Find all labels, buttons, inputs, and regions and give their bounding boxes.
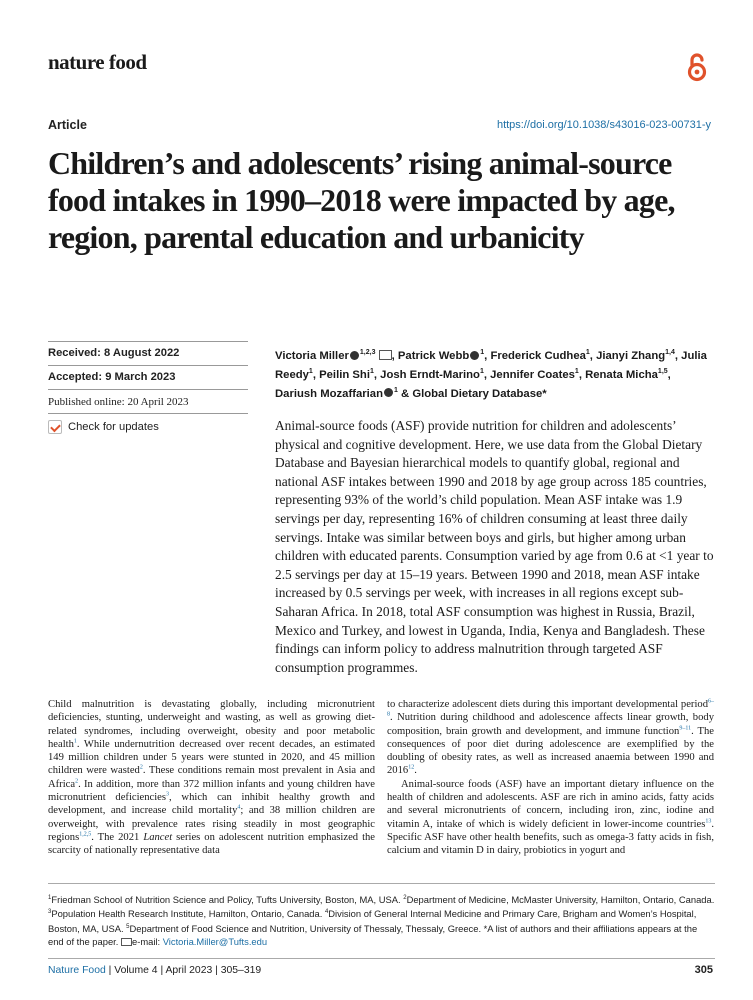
journal-footer (48, 965, 261, 976)
orcid-icon[interactable] (470, 351, 479, 360)
abstract: Animal-source foods (ASF) provide nutrition for children and adolescents’ physical and cognitive development. Here, we use data from the Global Dietary Database and Bayesian hierarchical models to quantify global, regional and national ASF intakes between 1990 and 2018 by age group across 185 countries, representing 93% of the world’s child population. Mean ASF intake was 1.9 servings per day, representing 16% of children consuming at least three daily servings. Intake was similar between boys and girls, but higher among urban children with educated parents. Consumption varied by age from 0.6 at <1 year to 2.5 servings per day at 15–19 years. Between 1990 and 2018, mean ASF intake increased by 0.5 servings per week, with increases in all regions except sub-Saharan Africa. In 2018, total ASF consumption was highest in Russia, Brazil, Mexico and Turkey, and lowest in Uganda, India, Kenya and Bangladesh. These findings can inform policy to address malnutrition through targeted ASF consumption programmes. (275, 418, 714, 675)
affiliation-marker: 1 (369, 367, 374, 375)
affiliation-marker: 1,2,3 (359, 349, 376, 356)
affiliation-marker: 1 (393, 386, 398, 394)
author-name[interactable]: Victoria Miller (275, 349, 349, 362)
check-updates-label: Check for updates (68, 421, 159, 433)
received-date: Received: 8 August 2022 (48, 347, 180, 359)
affiliation-number: 4 (324, 909, 329, 916)
affiliation-marker: 1 (479, 367, 484, 375)
affiliation-number: 1 (48, 895, 52, 901)
page-number: 305 (694, 964, 713, 976)
author-name[interactable]: Dariush Mozaffarian (275, 387, 383, 400)
meta-divider (48, 341, 248, 342)
email-envelope-icon (121, 938, 132, 946)
open-access-lock-icon (686, 52, 708, 82)
affiliation-marker: 1 (480, 349, 485, 356)
affiliation-marker: 1 (574, 367, 579, 375)
journal-footer-name[interactable]: Nature Food (48, 965, 106, 976)
affiliation-marker: 1 (585, 349, 590, 356)
reference-link[interactable]: 6–8 (387, 698, 714, 718)
accepted-date: Accepted: 9 March 2023 (48, 371, 176, 383)
check-for-updates-button[interactable] (48, 420, 159, 434)
email-envelope-icon[interactable] (379, 350, 392, 360)
affiliations-footnote: $^1$Friedman School of Nutrition Science and Policy, Tufts University, Boston, MA, USA. $^2$Department of Medicine, McMaster University, Hamilton, Ontario, Canada. $^3$Population Health Research Institute, Hamilton, Ontario, Canada. $^4$Division of General Internal Medicine and Primary Care, Brigham and Women’s Hospital, Boston, MA, USA. $^5$Department of Food Science and Nutrition, University of Thessaly, Thessaly, Greece. *A list of authors and their affiliations appears at the end of the paper. e-mail: Victoria.Miller@Tufts.edu (48, 894, 715, 947)
reference-link[interactable]: 1,2,5 (79, 831, 92, 838)
italic-title: Lancet (143, 831, 173, 843)
author-name[interactable]: Patrick Webb (397, 349, 470, 362)
body-column-right (387, 698, 714, 858)
check-updates-icon (48, 420, 62, 434)
body-paragraph: Child malnutrition is devastating globally, including micronutrient deficiencies, stunting, underweight and wasting, as well as growing diet-related syndromes, including overweight, obesity and poor metabolic health$^1$. While undernutrition decreased over recent decades, an estimated 149 million children under 5 years were stunted in 2020, and 45 million children were wasted$^2$. These conditions remain most prevalent in Asia and Africa$^2$. In addition, more than 372 million infants and young children have micronutrient deficiencies$^3$, which can inhibit healthy growth and development, and increase child mortality$^4$; and 38 million children are overweight, with prevalence rates rising steadily in most geographic regions$^{1,2,5}$. The 2021 Lancet series on adolescent nutrition emphasized the scarcity of nationally representative data (48, 699, 376, 857)
reference-link[interactable]: 9–11 (679, 725, 692, 732)
author-name[interactable]: Jianyi Zhang (596, 349, 666, 362)
reference-link[interactable]: 4 (237, 804, 241, 811)
article-title: Children’s and adolescents’ rising animal-source food intakes in 1990–2018 were impacted by age, region, parental education and urbanicity (48, 145, 675, 255)
reference-link[interactable]: 2 (139, 764, 143, 771)
body-paragraph: Animal-source foods (ASF) have an important dietary influence on the health of children and adolescents. ASF are rich in amino acids, fatty acids and several micronutrients of concern, including iron, zinc, iodine and vitamin A, intake of which is widely deficient in lower-income countries$^{13}$. Specific ASF have other health benefits, such as omega-3 fatty acids in fish, calcium and vitamin D in dairy, probiotics in yogurt and (387, 778, 714, 857)
reference-link[interactable]: 1 (73, 738, 77, 745)
meta-divider (48, 365, 248, 366)
body-column-left (48, 698, 375, 858)
meta-divider (48, 389, 248, 390)
article-type-label: Article (48, 118, 87, 132)
body-paragraph: to characterize adolescent diets during this important developmental period$^{6-8}$. Nutrition during childhood and adolescence affects linear growth, body composition, brain growth and development, and immune function$^{9-11}$. The consequences of poor diet during adolescence are exemplified by the doubling of obesity rates, as well as increased anaemia between 1990 and 2016$^{12}$. (387, 698, 715, 777)
doi-link[interactable]: https://doi.org/10.1038/s43016-023-00731-y (496, 119, 711, 131)
reference-link[interactable]: 12 (408, 764, 415, 771)
orcid-icon[interactable] (384, 388, 393, 397)
footer-divider (48, 958, 715, 959)
journal-masthead: nature food (48, 50, 147, 74)
author-name[interactable]: Jennifer Coates (490, 368, 575, 381)
author-name[interactable]: Renata Micha (585, 368, 658, 381)
reference-link[interactable]: 2 (75, 778, 79, 785)
meta-divider (48, 413, 248, 414)
orcid-icon[interactable] (350, 351, 359, 360)
author-name[interactable]: Peilin Shi (319, 368, 370, 381)
affiliation-number: 2 (403, 895, 407, 901)
affiliation-marker: 1,5 (657, 367, 668, 375)
author-list: Victoria Miller $^{1,2,3}$ , Patrick Webb $^1$, Frederick Cudhea$^1$, Jianyi Zhang$^{1,4}$, Julia Reedy$^1$, Peilin Shi$^1$, Josh Erndt-Marino$^1$, Jennifer Coates$^1$, Renata Micha$^{1,5}$, Dariush Mozaffarian $^1$ & Global Dietary Database* (275, 349, 707, 400)
author-name[interactable]: Global Dietary Database* (412, 387, 547, 400)
reference-link[interactable]: 3 (166, 791, 170, 798)
author-name[interactable]: Josh Erndt-Marino (380, 368, 480, 381)
author-name[interactable]: Frederick Cudhea (490, 349, 586, 362)
affiliation-marker: 1 (308, 367, 313, 375)
affiliation-marker: 1,4 (665, 349, 675, 356)
published-date: Published online: 20 April 2023 (48, 396, 189, 408)
affiliation-number: 3 (48, 909, 52, 916)
author-name[interactable]: Julia Reedy (275, 349, 707, 381)
journal-footer-issue: | Volume 4 | April 2023 | 305–319 (105, 965, 262, 976)
affiliation-number: 5 (126, 923, 130, 930)
corresponding-email-link[interactable]: Victoria.Miller@Tufts.edu (162, 935, 268, 947)
reference-link[interactable]: 13 (705, 818, 712, 825)
footnote-divider (48, 883, 715, 884)
